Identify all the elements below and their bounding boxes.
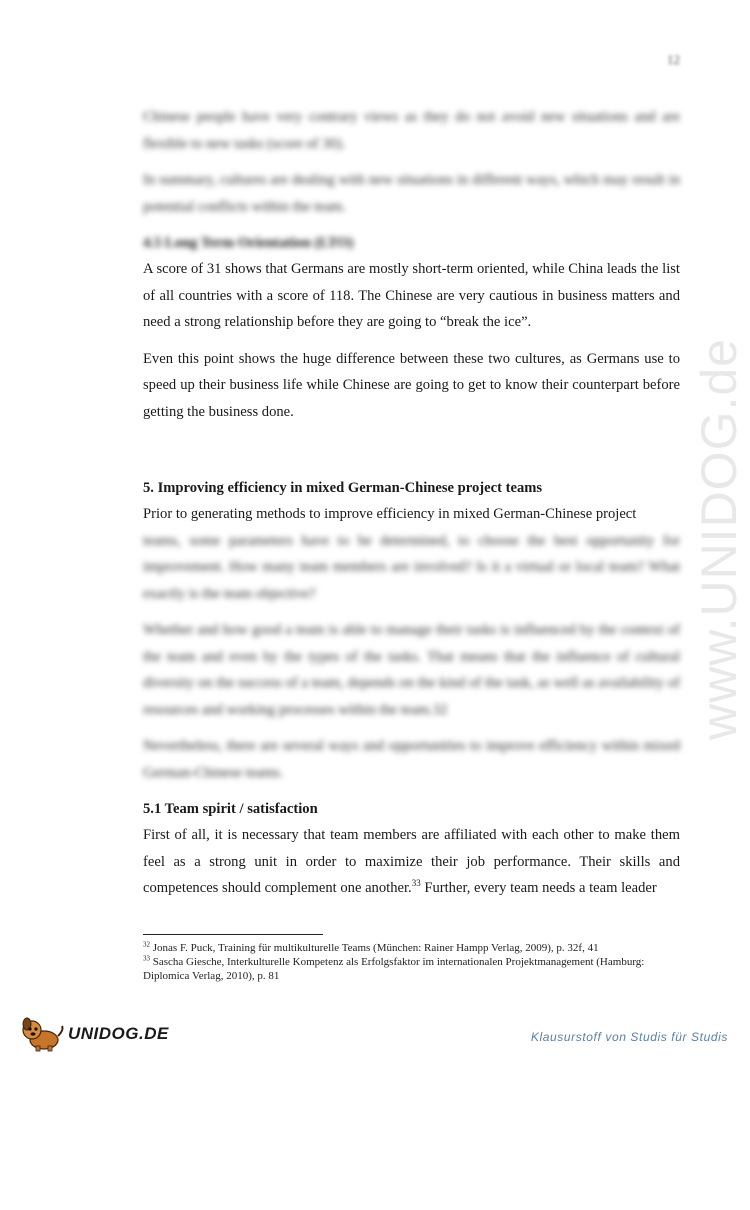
- team-spirit-tail: Further, every team needs a team leader: [420, 880, 657, 896]
- page-number: 12: [667, 52, 680, 67]
- blurred-paragraph-5-2: Whether and how good a team is able to manage their tasks is influenced by the context of the team and even by the types of the tasks. That means that the influence of cultural diversity on the success of a team, depends on the kind of the task, as well as availability of resources and working processes within the team.32: [143, 622, 680, 718]
- footnote-divider: [143, 934, 323, 935]
- section-heading-5: 5. Improving efficiency in mixed German-Chinese project teams: [143, 480, 543, 496]
- blurred-paragraph-2: In summary, cultures are dealing with new situations in different ways, which may result in potential conflicts within the team.: [143, 172, 680, 215]
- footnote-number: 32: [143, 940, 150, 949]
- watermark: [690, 338, 750, 1210]
- footnote-ref-33: 33: [411, 878, 421, 889]
- section-heading-5-1: 5.1 Team spirit / satisfaction: [143, 801, 318, 817]
- footnote-text: Jonas F. Puck, Training für multikulturelle Teams (München: Rainer Hampp Verlag, 2009), p. 32f, 41: [150, 942, 599, 954]
- blurred-paragraph-5-cont: teams, some parameters have to be determined, to choose the best opportunity for improvement. How many team members are involved? Is it a virtual or local team? What exactly is the team objective?: [143, 532, 680, 602]
- footnote-32: [143, 941, 683, 955]
- blurred-paragraph-1: Chinese people have very contrary views as they do not avoid new situations and are flexible to new tasks (score of 30).: [143, 109, 680, 152]
- paragraph-lto-1: A score of 31 shows that Germans are mostly short-term oriented, while China leads the list of all countries with a score of 118. The Chinese are very cautious in business matters and need a strong relationship before they are going to “break the ice”.: [143, 261, 680, 330]
- section-heading-4-5: 4.5 Long Term Orientation (LTO): [143, 235, 354, 251]
- logo-text: UNIDOG.DE: [68, 1024, 169, 1043]
- paragraph-lto-2: Even this point shows the huge difference between these two cultures, as Germans use to speed up their business life while Chinese are going to get to know their counterpart before getting the business done.: [143, 350, 680, 420]
- footnotes: [143, 941, 683, 983]
- tagline: Klausurstoff von Studis für Studis: [530, 1030, 728, 1044]
- paragraph-team-spirit: [143, 822, 680, 902]
- team-spirit-text: First of all, it is necessary that team members are affiliated with each other to make them feel as a strong unit in order to maximize their job performance. Their skills and competences should complement one another.: [143, 827, 680, 896]
- watermark-text: www.UNIDOG.de: [691, 338, 747, 740]
- document-body: [143, 104, 680, 902]
- footnote-33: [143, 955, 683, 983]
- dog-mascot-icon: [18, 1016, 66, 1052]
- unidog-logo: [18, 1016, 169, 1052]
- footnote-text: Sascha Giesche, Interkulturelle Kompetenz als Erfolgsfaktor im internationalen Projektmanagement (Hamburg: Diplomica Verlag, 2010), p. 81: [143, 956, 645, 982]
- blurred-paragraph-5-3: Nevertheless, there are several ways and opportunities to improve efficiency within mixed German-Chinese teams.: [143, 738, 680, 781]
- paragraph-5-first-line: Prior to generating methods to improve efficiency in mixed German-Chinese project: [143, 506, 637, 522]
- footnote-number: 33: [143, 954, 150, 963]
